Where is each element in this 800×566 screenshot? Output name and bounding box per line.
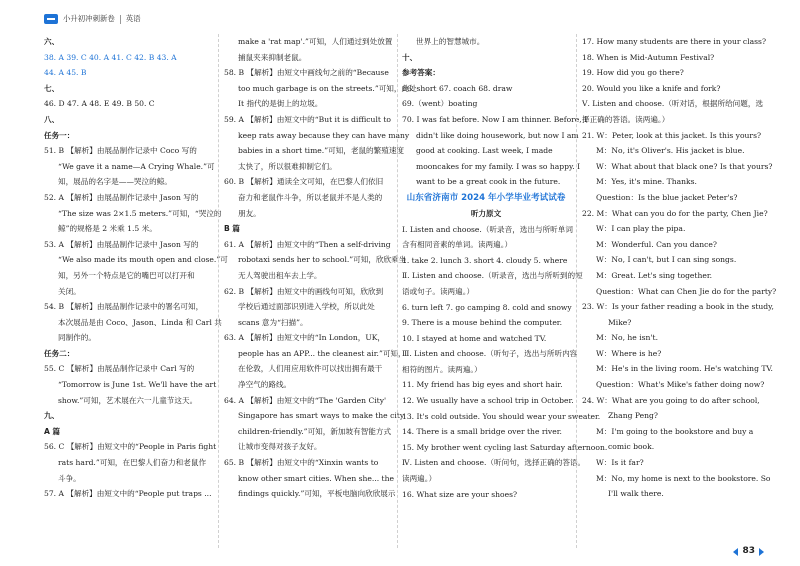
text-line: Question：What's Mike's father doing now?: [596, 380, 765, 390]
text-line: 53. A 【解析】由展品制作记录中 Jason 写的: [44, 239, 199, 249]
text-line: know other smart cities. When she... the: [238, 473, 394, 483]
text-line: 57. A 【解析】由短文中的“People put traps ...: [44, 489, 212, 499]
text-line: B 篇: [224, 224, 241, 234]
text-line: 60. B 【解析】通读全文可知，在巴黎人们依旧: [224, 177, 384, 187]
text-line: Ⅲ. Listen and choose.（听句子，选出与所听内容: [402, 349, 578, 359]
text-line: 15. My brother went cycling last Saturday afternoon.: [402, 442, 608, 452]
text-line: W：Where is he?: [596, 348, 662, 358]
column-divider: [576, 34, 577, 548]
text-line: M：No, my home is next to the bookstore. So: [596, 473, 771, 483]
text-line: 55. C 【解析】由展品制作记录中 Carl 写的: [44, 364, 195, 374]
text-line: comic book.: [608, 442, 655, 452]
text-line: children-friendly.”可知，新加坡有智能方式: [238, 426, 392, 436]
text-line: 知，展品的名字是——哭泣的鲸。: [58, 177, 172, 187]
text-line: findings quickly.”可知，平板电脑向欣欣展示: [238, 489, 396, 499]
text-line: 58. B 【解析】由短文中画线句之前的“Because: [224, 68, 389, 78]
text-line: Ⅱ. Listen and choose.（听录音，选出与所听到的短: [402, 271, 583, 281]
text-line: W：I can play the pipa.: [596, 224, 686, 234]
text-line: 22. M：What can you do for the party, Chen Jie?: [582, 208, 768, 218]
text-line: scans 意为“扫描”。: [238, 317, 308, 327]
text-line: Ⅰ. Listen and choose.（听录音，选出与所听单词: [402, 224, 573, 234]
text-line: “Tomorrow is June 1st. We'll have the art: [58, 380, 217, 390]
text-line: 同制作的。: [58, 333, 96, 343]
text-line: babies in a short time.”可知，老鼠的繁殖速度: [238, 146, 405, 156]
text-line: 61. A 【解析】由短文中的“Then a self-driving: [224, 239, 391, 249]
text-line: 含有相同音素的单词。读两遍。）: [402, 240, 513, 250]
prev-page-icon[interactable]: [733, 548, 738, 556]
text-line: 63. A 【解析】由短文中的“In London，UK，: [224, 333, 386, 343]
column-4: [582, 34, 777, 554]
text-line: 世界上的智慧城市。: [416, 37, 485, 46]
text-line: 十、: [402, 52, 418, 62]
text-line: Zhang Peng?: [608, 411, 658, 421]
text-line: 54. B 【解析】由展品制作记录中的署名可知，: [44, 302, 204, 312]
text-line: 17. How many students are there in your class?: [582, 37, 767, 46]
text-line: 太快了，所以很难抑制它们。: [238, 161, 337, 171]
text-line: W：What about that black one? Is that yours?: [596, 161, 773, 171]
brand-logo-icon: [44, 14, 58, 24]
text-line: keep rats away because they can have many: [238, 130, 410, 140]
text-line: M：No, it's Oliver's. His jacket is blue.: [596, 146, 745, 156]
text-line: 关闭。: [58, 286, 81, 296]
text-line: 净空气的路线。: [238, 380, 292, 390]
column-divider: [397, 34, 398, 548]
text-line: mooncakes for my family. I was so happy. I: [416, 161, 581, 171]
text-line: 14. There is a small bridge over the river.: [402, 427, 562, 437]
text-line: 64. A 【解析】由短文中的“The 'Garden City': [224, 395, 387, 405]
text-line: 23. W：Is your father reading a book in the study,: [582, 302, 774, 312]
text-line: 山东省济南市 2024 年小学毕业考试试卷: [406, 192, 566, 203]
text-line: M：Great. Let's sing together.: [596, 270, 713, 280]
text-line: 11. My friend has big eyes and short hair.: [402, 380, 563, 390]
text-line: 八、: [44, 114, 60, 124]
text-line: 相符的图片。读两遍。）: [402, 364, 482, 374]
text-line: 无人驾驶出租车去上学。: [238, 270, 322, 280]
text-line: 奋力和老鼠作斗争，所以老鼠并不是人类的: [238, 192, 383, 202]
text-line: 听力原文: [470, 208, 502, 218]
text-line: 20. Would you like a knife and fork?: [582, 83, 721, 93]
column-3: [402, 34, 608, 554]
text-line: 52. A 【解析】由展品制作记录中 Jason 写的: [44, 192, 199, 202]
text-line: 24. W：What are you going to do after school,: [582, 395, 760, 405]
text-line: M：No, he isn't.: [596, 333, 658, 343]
text-line: 择正确的答语。读两遍。）: [582, 114, 670, 124]
page-header: [44, 12, 141, 26]
text-line: 66. short 67. coach 68. draw: [402, 83, 513, 93]
text-line: M：Yes, it's mine. Thanks.: [596, 177, 697, 187]
text-line: 21. W：Peter, look at this jacket. Is this yours?: [582, 130, 762, 140]
text-line: Question：Is the blue jacket Peter's?: [596, 192, 738, 202]
text-line: “We gave it a name—A Crying Whale.”可: [58, 161, 215, 171]
text-line: people has an APP... the cleanest air.”可知，: [238, 348, 406, 358]
text-line: 12. We usually have a school trip in October.: [402, 396, 574, 406]
text-line: 6. turn left 7. go camping 8. cold and snowy: [402, 302, 572, 312]
text-line: make a 'rat map'.”可知，人们通过到处放置: [238, 37, 393, 46]
text-line: 九、: [44, 411, 60, 421]
text-line: I'll walk there.: [608, 489, 664, 499]
text-line: 69.（went）boating: [402, 99, 478, 109]
text-line: 44. A 45. B: [44, 68, 87, 78]
text-line: 51. B 【解析】由展品制作记录中 Coco 写的: [44, 146, 197, 156]
text-line: 朋友。: [238, 208, 261, 218]
text-line: Ⅳ. Listen and choose.（听问句，选择正确的答语。: [402, 458, 586, 468]
text-line: rats hard.”可知，在巴黎人们奋力和老鼠作: [58, 458, 207, 468]
text-line: Mike?: [608, 317, 632, 327]
text-line: 62. B 【解析】由短文中的画线句可知，欣欣到: [224, 286, 384, 296]
text-line: 知，另外一个特点是它的嘴巴可以打开和: [58, 270, 195, 280]
text-line: 56. C 【解析】由短文中的“People in Paris fight: [44, 442, 217, 452]
column-divider: [218, 34, 219, 548]
text-line: 让城市变得对孩子友好。: [238, 442, 322, 452]
series-title: 小升初冲刺新卷: [63, 14, 115, 24]
text-line: 语或句子。读两遍。）: [402, 286, 475, 296]
text-line: 参考答案：: [402, 68, 440, 78]
text-line: It 指代的是街上的垃圾。: [238, 99, 323, 109]
text-line: 1. take 2. lunch 3. short 4. cloudy 5. where: [402, 255, 568, 265]
header-divider: [120, 15, 121, 24]
text-line: 捕鼠夹来抑制老鼠。: [238, 52, 307, 62]
text-line: show.”可知，艺术展在六一儿童节这天。: [58, 395, 198, 405]
text-line: 读两遍。）: [402, 474, 437, 484]
text-line: “We also made its mouth open and close.”可: [58, 255, 228, 265]
text-line: 七、: [44, 83, 60, 93]
text-line: 9. There is a mouse behind the computer.: [402, 318, 563, 328]
text-line: 38. A 39. C 40. A 41. C 42. B 43. A: [44, 52, 177, 62]
text-line: Singapore has smart ways to make the city: [238, 411, 405, 421]
text-line: Question：What can Chen Jie do for the party?: [596, 286, 777, 296]
text-line: didn't like doing housework, but now I am: [416, 130, 579, 140]
column-2: [224, 34, 417, 554]
page-footer: [733, 547, 764, 556]
subject-label: 英语: [125, 14, 141, 24]
next-page-icon[interactable]: [759, 548, 764, 556]
text-line: 10. I stayed at home and watched TV.: [402, 333, 547, 343]
text-line: 斗争。: [58, 473, 81, 483]
text-line: M：I'm going to the bookstore and buy a: [596, 426, 754, 436]
text-line: 六、: [44, 37, 60, 46]
text-line: 59. A 【解析】由短文中的“But it is difficult to: [224, 114, 391, 124]
text-line: W：No, I can't, but I can sing songs.: [596, 255, 737, 265]
text-line: W：Is it far?: [596, 458, 644, 468]
text-line: 任务二：: [44, 348, 75, 358]
text-line: robotaxi sends her to school.”可知，欣欣乘坐: [238, 255, 407, 265]
text-line: 16. What size are your shoes?: [402, 489, 518, 499]
text-line: A 篇: [44, 426, 61, 436]
text-line: 65. B 【解析】由短文中的“Xinxin wants to: [224, 458, 379, 468]
text-line: 46. D 47. A 48. E 49. B 50. C: [44, 99, 155, 109]
page-number: 83: [742, 546, 755, 556]
text-line: 13. It's cold outside. You should wear your sweater.: [402, 411, 601, 421]
text-line: 70. I was fat before. Now I am thinner. Before, I: [402, 114, 588, 124]
text-line: 学校后通过面部识别进入学校，所以此处: [238, 302, 375, 312]
column-1: [44, 34, 228, 554]
text-line: good at cooking. Last week, I made: [416, 146, 553, 156]
text-line: M：Wonderful. Can you dance?: [596, 239, 717, 249]
text-line: Ⅴ. Listen and choose.（听对话，根据所给问题，选: [582, 99, 764, 109]
text-line: 鲸”的规格是 2 米乘 1.5 米。: [58, 224, 157, 234]
text-line: too much garbage is on the streets.”可知，此处: [238, 83, 417, 93]
text-line: 18. When is Mid-Autumn Festival?: [582, 52, 715, 62]
text-line: 19. How did you go there?: [582, 68, 684, 78]
text-line: M：He's in the living room. He's watching TV.: [596, 364, 773, 374]
text-line: 在伦敦，人们用应用软件可以找出拥有最干: [238, 364, 383, 374]
text-line: 本次展品是由 Coco、Jason、Linda 和 Carl 共: [58, 317, 222, 327]
text-line: 任务一：: [44, 130, 75, 140]
text-line: “The size was 2×1.5 meters.”可知，“哭泣的: [58, 208, 222, 218]
text-line: want to be a great cook in the future.: [416, 177, 561, 187]
